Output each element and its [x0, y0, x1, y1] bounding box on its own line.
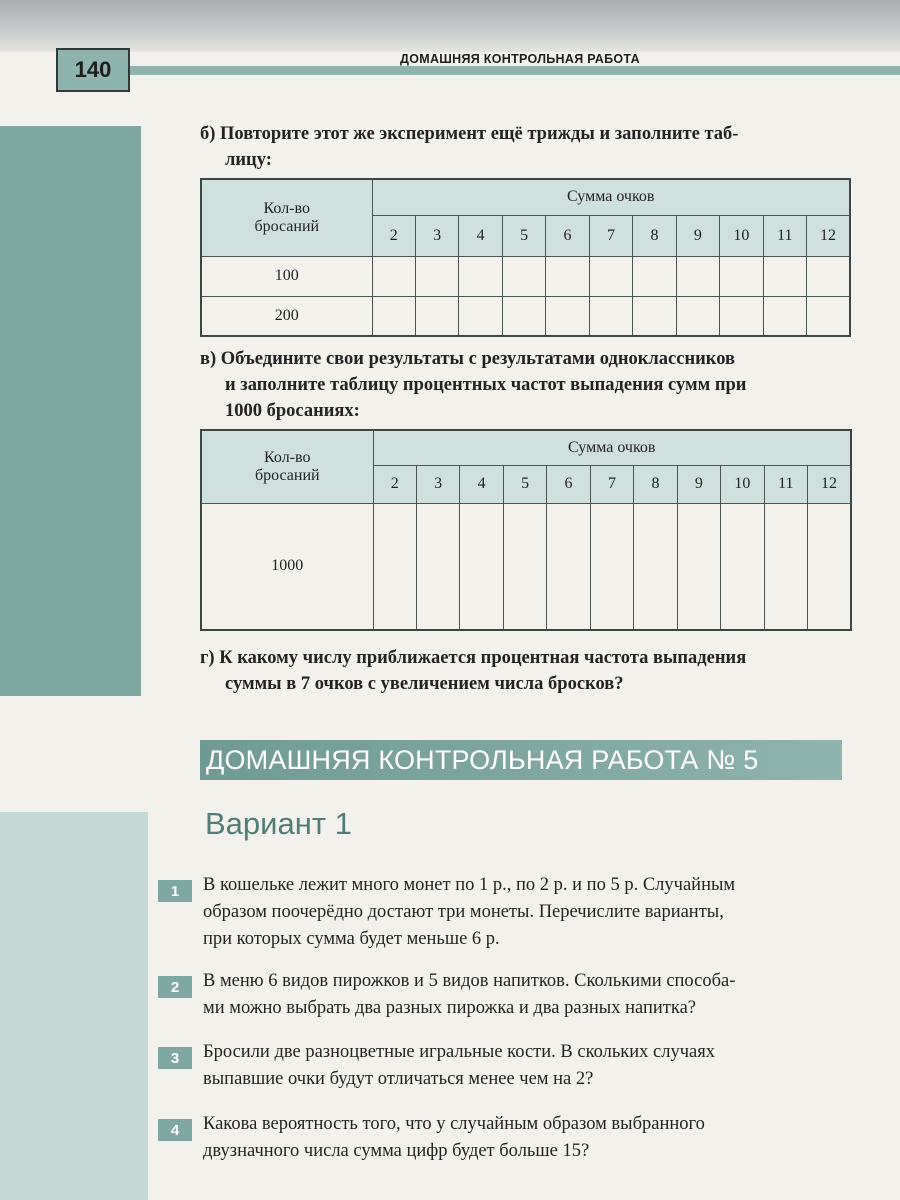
blank-cell[interactable]	[372, 256, 415, 296]
blank-cell[interactable]	[589, 296, 632, 336]
blank-cell[interactable]	[589, 256, 632, 296]
task-number-badge: 2	[158, 976, 192, 998]
blank-cell[interactable]	[633, 296, 676, 336]
section-title: ДОМАШНЯЯ КОНТРОЛЬНАЯ РАБОТА № 5	[200, 740, 842, 780]
blank-cell[interactable]	[764, 503, 807, 630]
blank-cell[interactable]	[634, 503, 677, 630]
blank-cell[interactable]	[721, 503, 764, 630]
task-number-badge: 3	[158, 1047, 192, 1069]
column-header: 11	[763, 215, 806, 256]
task-number-badge: 4	[158, 1119, 192, 1141]
blank-cell[interactable]	[808, 503, 851, 630]
part-b-marker: б)	[200, 124, 216, 144]
task-line: Какова вероятность того, что у случайным образом выбранного	[203, 1114, 705, 1134]
row-label: 200	[201, 296, 372, 336]
blank-cell[interactable]	[547, 503, 590, 630]
blank-cell[interactable]	[415, 256, 458, 296]
column-header: 7	[589, 215, 632, 256]
task-text-4	[203, 1111, 855, 1165]
row-label: 100	[201, 256, 372, 296]
blank-cell[interactable]	[415, 296, 458, 336]
page-top-shadow	[0, 0, 900, 52]
blank-cell[interactable]	[763, 296, 806, 336]
results-table-2	[200, 429, 852, 631]
blank-cell[interactable]	[590, 503, 633, 630]
blank-cell[interactable]	[373, 503, 416, 630]
row-header-line2: бросаний	[254, 466, 320, 484]
blank-cell[interactable]	[676, 256, 719, 296]
part-b-line1: Повторите этот же эксперимент ещё трижды и заполните таб-	[220, 124, 739, 144]
column-header: 9	[676, 215, 719, 256]
column-header: 2	[373, 465, 416, 503]
left-margin-bar	[0, 126, 141, 696]
task-text-3	[203, 1039, 855, 1093]
part-v-marker: в)	[200, 349, 217, 369]
column-header: 6	[546, 215, 589, 256]
column-header: 10	[720, 215, 763, 256]
blank-cell[interactable]	[763, 256, 806, 296]
group-header: Сумма очков	[372, 179, 850, 215]
column-header: 7	[590, 465, 633, 503]
part-v-line2: и заполните таблицу процентных частот выпадения сумм при	[225, 375, 747, 395]
blank-cell[interactable]	[546, 296, 589, 336]
task-text-1	[203, 872, 855, 953]
task-line: при которых сумма будет меньше 6 р.	[203, 929, 500, 949]
blank-cell[interactable]	[807, 256, 850, 296]
task-text-2	[203, 968, 855, 1022]
running-title: ДОМАШНЯЯ КОНТРОЛЬНАЯ РАБОТА	[400, 52, 640, 66]
task-line: В кошельке лежит много монет по 1 р., по 2 р. и по 5 р. Случайным	[203, 875, 736, 895]
task-number-badge: 1	[158, 880, 192, 902]
column-header: 2	[372, 215, 415, 256]
column-header: 3	[416, 465, 459, 503]
part-v-line1: Объедините свои результаты с результатами одноклассников	[220, 349, 735, 369]
column-header: 10	[721, 465, 764, 503]
part-g-line2: суммы в 7 очков с увеличением числа бросков?	[225, 674, 624, 694]
column-header: 3	[415, 215, 458, 256]
part-b-text	[200, 121, 855, 173]
part-g-text	[200, 645, 855, 697]
column-header: 4	[459, 215, 502, 256]
column-header: 8	[634, 465, 677, 503]
blank-cell[interactable]	[546, 256, 589, 296]
left-margin-bar-light	[0, 812, 148, 1200]
row-header-line1: Кол-во	[264, 448, 311, 466]
table-row	[201, 503, 851, 630]
part-b-line2: лицу:	[225, 150, 272, 170]
part-g-marker: г)	[200, 648, 215, 668]
row-header-cell	[201, 179, 372, 256]
column-header: 8	[633, 215, 676, 256]
table-row	[201, 296, 850, 336]
column-header: 5	[503, 465, 546, 503]
table-row	[201, 256, 850, 296]
blank-cell[interactable]	[502, 296, 545, 336]
variant-title: Вариант 1	[205, 806, 352, 841]
column-header: 9	[677, 465, 720, 503]
row-header-cell	[201, 430, 373, 503]
row-header-line1: Кол-во	[263, 199, 310, 217]
column-header: 5	[502, 215, 545, 256]
task-line: образом поочерёдно достают три монеты. Перечислите варианты,	[203, 902, 724, 922]
part-v-line3: 1000 бросаниях:	[225, 401, 360, 421]
task-line: выпавшие очки будут отличаться менее чем на 2?	[203, 1069, 594, 1089]
column-header: 12	[807, 215, 850, 256]
blank-cell[interactable]	[720, 296, 763, 336]
part-v-text	[200, 346, 855, 424]
row-header-line2: бросаний	[254, 217, 320, 235]
task-line: ми можно выбрать два разных пирожка и два разных напитка?	[203, 998, 696, 1018]
task-line: двузначного числа сумма цифр будет больше 15?	[203, 1141, 590, 1161]
blank-cell[interactable]	[676, 296, 719, 336]
task-line: В меню 6 видов пирожков и 5 видов напитков. Сколькими способа-	[203, 971, 736, 991]
header-rule	[130, 66, 900, 75]
blank-cell[interactable]	[503, 503, 546, 630]
column-header: 4	[460, 465, 503, 503]
blank-cell[interactable]	[807, 296, 850, 336]
results-table-1	[200, 178, 851, 337]
blank-cell[interactable]	[720, 256, 763, 296]
group-header: Сумма очков	[373, 430, 851, 465]
blank-cell[interactable]	[459, 296, 502, 336]
row-label: 1000	[201, 503, 373, 630]
part-g-line1: К какому числу приближается процентная частота выпадения	[219, 648, 747, 668]
blank-cell[interactable]	[372, 296, 415, 336]
blank-cell[interactable]	[460, 503, 503, 630]
column-header: 12	[808, 465, 851, 503]
column-header: 6	[547, 465, 590, 503]
blank-cell[interactable]	[459, 256, 502, 296]
page-number: 140	[56, 48, 130, 92]
column-header: 11	[764, 465, 807, 503]
blank-cell[interactable]	[502, 256, 545, 296]
blank-cell[interactable]	[416, 503, 459, 630]
blank-cell[interactable]	[633, 256, 676, 296]
blank-cell[interactable]	[677, 503, 720, 630]
task-line: Бросили две разноцветные игральные кости. В скольких случаях	[203, 1042, 716, 1062]
